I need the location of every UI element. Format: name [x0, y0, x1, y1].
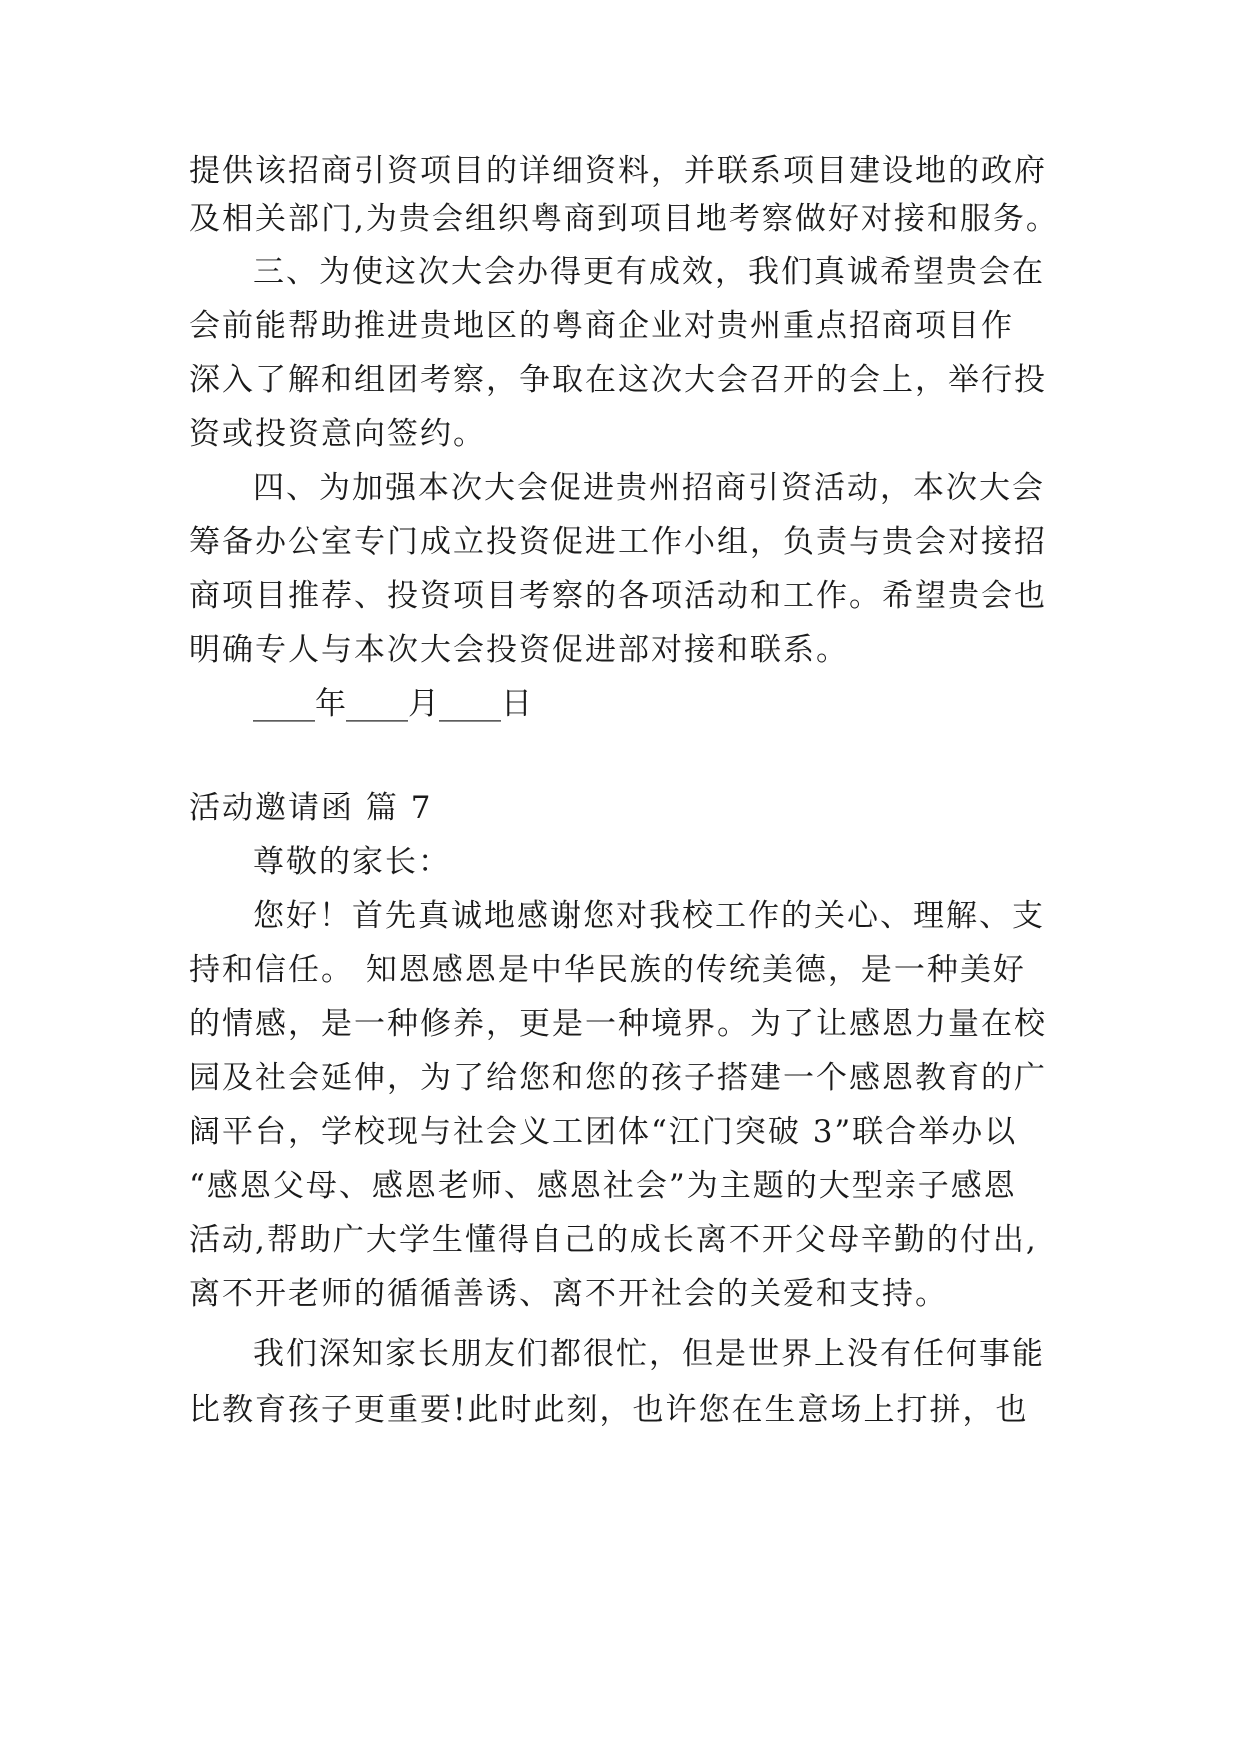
text-line: “感恩父母、感恩老师、感恩社会”为主题的大型亲子感恩 [189, 1168, 1017, 1204]
text-line: 三、为使这次大会办得更有成效，我们真诚希望贵会在 [253, 254, 1045, 290]
text-line: 您好！首先真诚地感谢您对我校工作的关心、理解、支 [253, 898, 1045, 934]
section-heading: 活动邀请函 篇 7 [189, 790, 433, 826]
text-line: 会前能帮助推进贵地区的粤商企业对贵州重点招商项目作 [189, 308, 1014, 344]
text-line: 深入了解和组团考察，争取在这次大会召开的会上，举行投 [189, 362, 1047, 398]
salutation: 尊敬的家长： [253, 844, 451, 880]
text-line: 的情感，是一种修养，更是一种境界。为了让感恩力量在校 [189, 1006, 1047, 1042]
text-line: 四、为加强本次大会促进贵州招商引资活动，本次大会 [253, 470, 1045, 506]
text-line: 明确专人与本次大会投资促进部对接和联系。 [189, 632, 849, 668]
text-line: 筹备办公室专门成立投资促进工作小组，负责与贵会对接招 [189, 524, 1047, 560]
text-line: 持和信任。 知恩感恩是中华民族的传统美德，是一种美好 [189, 952, 1026, 988]
text-line: 园及社会延伸，为了给您和您的孩子搭建一个感恩教育的广 [189, 1060, 1047, 1096]
text-line: 阔平台，学校现与社会义工团体“江门突破 3”联合举办以 [189, 1114, 1018, 1150]
text-line: 比教育孩子更重要!此时此刻，也许您在生意场上打拼，也 [189, 1392, 1029, 1428]
text-line: 资或投资意向签约。 [189, 416, 486, 452]
text-line: 活动,帮助广大学生懂得自己的成长离不开父母辛勤的付出, [189, 1222, 1038, 1258]
text-line: 离不开老师的循循善诱、离不开社会的关爱和支持。 [189, 1276, 948, 1312]
date-line: ____年____月____日 [253, 686, 532, 722]
text-line: 及相关部门,为贵会组织粤商到项目地考察做好对接和服务。 [189, 201, 1059, 237]
text-line: 商项目推荐、投资项目考察的各项活动和工作。希望贵会也 [189, 578, 1047, 614]
text-line: 我们深知家长朋友们都很忙，但是世界上没有任何事能 [253, 1336, 1045, 1372]
text-line: 提供该招商引资项目的详细资料，并联系项目建设地的政府 [189, 153, 1047, 189]
